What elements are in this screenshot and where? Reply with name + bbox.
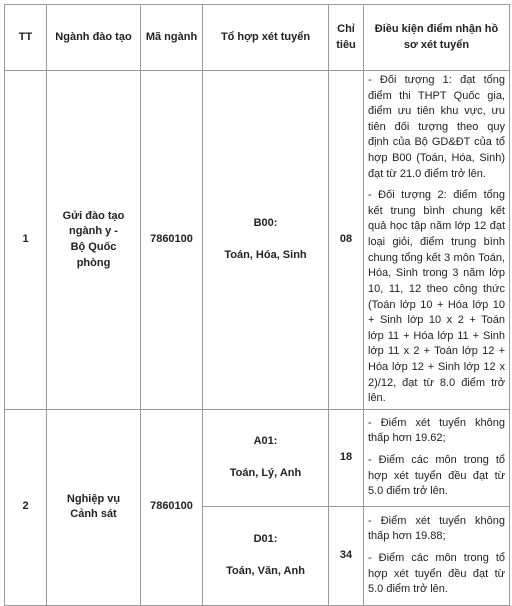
admission-table — [4, 4, 510, 606]
row-ma-nganh: 7860100 — [141, 71, 203, 410]
header-nganh: Ngành đào tạo — [47, 5, 141, 71]
row-tt: 2 — [5, 409, 47, 605]
nganh-line: Cảnh sát — [70, 508, 117, 521]
condition-text: - Điểm xét tuyển không thấp hơn 19.88; — [368, 514, 505, 543]
to-hop-subjects: Toán, Văn, Anh — [226, 564, 305, 577]
to-hop-code: A01: — [253, 435, 278, 448]
to-hop-code: B00: — [253, 217, 278, 230]
table-row — [5, 71, 510, 410]
condition-text: - Đối tượng 1: đạt tổng điểm thi THPT Quốc gia, điểm ưu tiên khu vực, ưu tiên đối tượng theo quy định của Bộ GD&ĐT của tổ hợp B00 (Toán, Hóa, Sinh) đạt từ 21.0 điểm trở lên. — [368, 74, 505, 180]
row-dieu-kien — [364, 506, 510, 605]
condition-text: - Điểm xét tuyển không thấp hơn 19.62; — [368, 416, 505, 445]
header-chi-tieu-line1: Chỉ — [337, 22, 355, 35]
row-chi-tieu: 08 — [329, 71, 364, 410]
row-ma-nganh: 7860100 — [141, 409, 203, 605]
condition-text: - Đối tượng 2: điểm tổng kết trung bình chung kết quả học tập năm lớp 12 đạt loại giỏi, điểm trung bình chung tổng kết 3 môn Toán, Hóa, Sinh trong 3 năm lớp 10, 11, 12 theo công thức (Toán lớp 10 + Hóa lớp 10 + Sinh lớp 10 x 2 + Toán lớp 11 + Hóa lớp 11 + Sinh lớp 11 x 2 + Toán lớp 12 + Hóa lớp 12 + Sinh lớp 12 x 2)/12, đạt từ 8.0 điểm trở lên. — [368, 189, 505, 405]
row-tt: 1 — [5, 71, 47, 410]
row-nganh — [47, 409, 141, 605]
to-hop-subjects: Toán, Hóa, Sinh — [224, 248, 307, 261]
row-to-hop — [203, 506, 329, 605]
header-tt: TT — [5, 5, 47, 71]
row-to-hop — [203, 71, 329, 410]
nganh-line: Gửi đào tạo — [62, 209, 125, 222]
header-to-hop: Tổ hợp xét tuyển — [203, 5, 329, 71]
row-dieu-kien — [364, 71, 510, 410]
row-nganh — [47, 71, 141, 410]
to-hop-subjects: Toán, Lý, Anh — [229, 466, 302, 479]
row-chi-tieu: 18 — [329, 409, 364, 506]
header-dieu-kien: Điều kiện điểm nhận hồ sơ xét tuyển — [364, 5, 510, 71]
nganh-line: phòng — [76, 256, 111, 269]
nganh-line: Bộ Quốc — [70, 240, 117, 253]
header-row — [5, 5, 510, 71]
header-ma-nganh: Mã ngành — [141, 5, 203, 71]
table-row — [5, 409, 510, 506]
nganh-line: ngành y - — [69, 225, 118, 238]
row-to-hop — [203, 409, 329, 506]
row-dieu-kien — [364, 409, 510, 506]
nganh-line: Nghiệp vụ — [66, 492, 121, 505]
to-hop-code: D01: — [253, 533, 278, 546]
condition-text: - Điểm các môn trong tổ hợp xét tuyển đều đạt từ 5.0 điểm trở lên. — [368, 453, 505, 498]
header-chi-tieu-line2: tiêu — [336, 38, 356, 51]
header-chi-tieu — [329, 5, 364, 71]
condition-text: - Điểm các môn trong tổ hợp xét tuyển đều đạt từ 5.0 điểm trở lên. — [368, 551, 505, 596]
row-chi-tieu: 34 — [329, 506, 364, 605]
